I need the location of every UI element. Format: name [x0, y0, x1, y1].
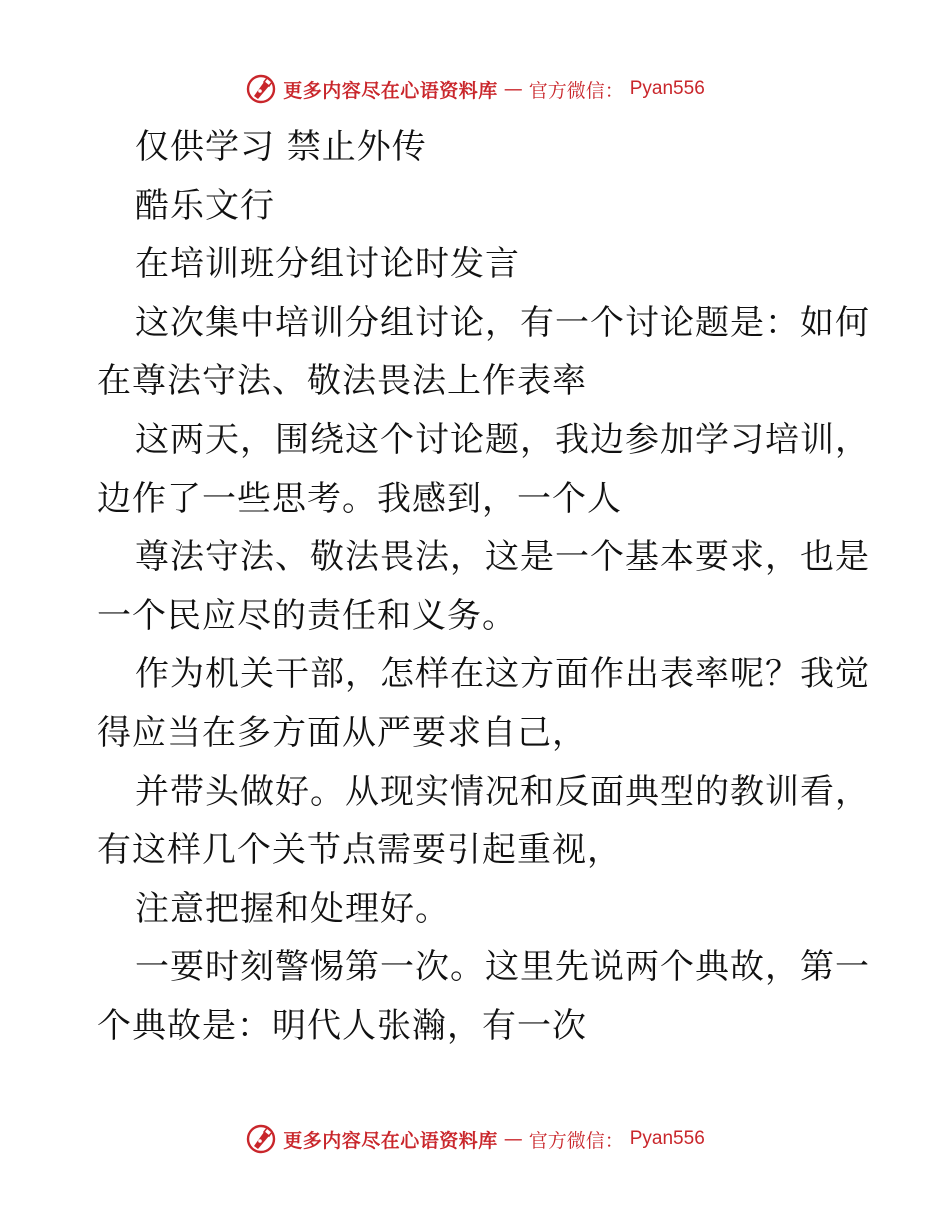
- document-line: 在尊法守法、敬法畏法上作表率: [97, 361, 587, 402]
- document-line: 这次集中培训分组讨论，有一个讨论题是：如何: [135, 302, 870, 343]
- document-body: [97, 118, 870, 1056]
- document-line: 一个民应尽的责任和义务。: [97, 595, 517, 636]
- document-line: 并带头做好。从现实情况和反面典型的教训看，: [135, 771, 870, 812]
- banner-main-text: 更多内容尽在心语资料库: [283, 1129, 498, 1152]
- document-line: 尊法守法、敬法畏法，这是一个基本要求，也是: [135, 537, 870, 578]
- banner-dash: —: [503, 1128, 523, 1150]
- document-line: 酷乐文行: [135, 185, 275, 226]
- pen-nib-logo-icon: [245, 1123, 277, 1155]
- document-line: 个典故是：明代人张瀚，有一次: [97, 1005, 587, 1046]
- document-line: 得应当在多方面从严要求自己，: [97, 712, 587, 753]
- document-line: 有这样几个关节点需要引起重视，: [97, 830, 622, 871]
- banner-dash: —: [503, 78, 523, 100]
- document-line: 在培训班分组讨论时发言: [135, 244, 520, 285]
- pen-nib-logo-icon: [245, 73, 277, 105]
- document-line: 作为机关干部，怎样在这方面作出表率呢？我觉: [135, 654, 870, 695]
- document-line: 仅供学习 禁止外传: [135, 127, 427, 167]
- footer-banner: [0, 1122, 950, 1156]
- document-line: 边作了一些思考。我感到，一个人: [97, 478, 622, 519]
- banner-wechat-label: 官方微信：: [528, 79, 624, 102]
- document-line: 这两天，围绕这个讨论题，我边参加学习培训，: [135, 419, 870, 460]
- header-banner: [0, 72, 950, 106]
- banner-account-id: Pyan556: [629, 1128, 705, 1149]
- document-line: 一要时刻警惕第一次。这里先说两个典故，第一: [135, 947, 870, 988]
- banner-account-id: Pyan556: [629, 78, 705, 99]
- document-line: 注意把握和处理好。: [135, 888, 450, 929]
- banner-main-text: 更多内容尽在心语资料库: [283, 79, 498, 102]
- banner-wechat-label: 官方微信：: [528, 1129, 624, 1152]
